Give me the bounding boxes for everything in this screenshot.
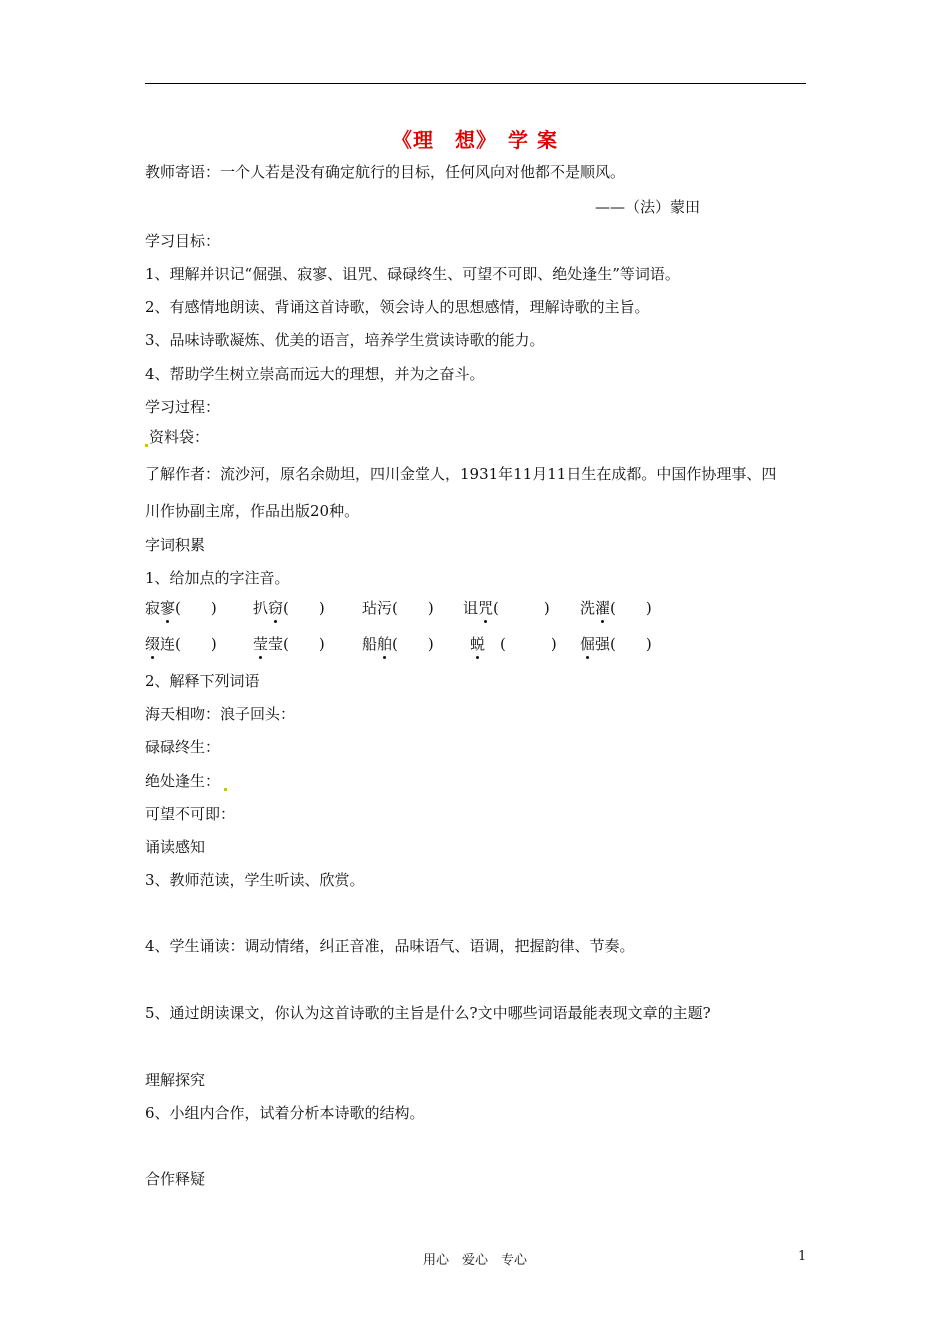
author-intro-line: 川作协副主席，作品出版20种。 (145, 502, 360, 520)
page-number: 1 (798, 1249, 807, 1264)
bullet-mark (224, 788, 227, 791)
goal-item: 1、理解并识记“倔强、寂寥、诅咒、碌碌终生、可望不可即、绝处逢生”等词语。 (145, 265, 680, 283)
goal-item: 4、帮助学生树立崇高而远大的理想，并为之奋斗。 (145, 365, 485, 383)
process-heading: 学习过程： (145, 398, 221, 416)
explore-heading: 理解探究 (145, 1071, 206, 1089)
pinyin-item: 倔强( ) (580, 635, 652, 653)
materials-heading: 资料袋： (145, 427, 209, 447)
bullet-mark (145, 444, 148, 447)
document-title: 《理 想》 学 案 (392, 128, 558, 152)
pinyin-item: 洗濯( ) (580, 599, 652, 617)
vocab-heading: 字词积累 (145, 536, 206, 554)
term-line: 可望不可即： (145, 805, 236, 823)
vocab-question-2: 2、解释下列词语 (145, 672, 260, 690)
vocab-question-1: 1、给加点的字注音。 (145, 569, 290, 587)
author-intro-line: 了解作者：流沙河，原名余勋坦，四川金堂人，1931年11月11日生在成都。中国作协理事、四 (145, 465, 777, 483)
header-rule (145, 83, 806, 84)
goal-item: 3、品味诗歌凝炼、优美的语言，培养学生赏读诗歌的能力。 (145, 331, 545, 349)
pinyin-item: 诅咒( ) (463, 599, 550, 617)
pinyin-item: 缀连( ) (145, 635, 217, 653)
motto-attribution: ——（法）蒙田 (595, 198, 701, 216)
pinyin-item: 莹莹( ) (253, 635, 325, 653)
teacher-motto: 教师寄语：一个人若是没有确定航行的目标，任何风向对他都不是顺风。 (145, 163, 626, 181)
goal-item: 2、有感情地朗读、背诵这首诗歌，领会诗人的思想感情，理解诗歌的主旨。 (145, 298, 650, 316)
pinyin-item: 寂寥( ) (145, 599, 217, 617)
pinyin-item: 玷污( ) (362, 599, 434, 617)
pinyin-item: 扒窃( ) (253, 599, 325, 617)
footer-slogan: 用心 爱心 专心 (422, 1253, 527, 1268)
pinyin-item: 船舶( ) (362, 635, 434, 653)
pinyin-item: 蜕 ( ) (470, 635, 557, 653)
term-line: 绝处逢生： (145, 771, 228, 791)
reading-heading: 诵读感知 (145, 838, 206, 856)
reading-question-4: 4、学生诵读：调动情绪，纠正音准，品味语气、语调，把握韵律、节奏。 (145, 937, 635, 955)
reading-question-3: 3、教师范读，学生听读、欣赏。 (145, 871, 365, 889)
cooperate-heading: 合作释疑 (145, 1170, 206, 1188)
explore-question-6: 6、小组内合作，试着分析本诗歌的结构。 (145, 1104, 425, 1122)
goals-heading: 学习目标： (145, 232, 221, 250)
term-line: 碌碌终生： (145, 738, 221, 756)
reading-question-5: 5、通过朗读课文，你认为这首诗歌的主旨是什么?文中哪些词语最能表现文章的主题? (145, 1004, 711, 1022)
term-line: 海天相吻：浪子回头： (145, 705, 296, 723)
